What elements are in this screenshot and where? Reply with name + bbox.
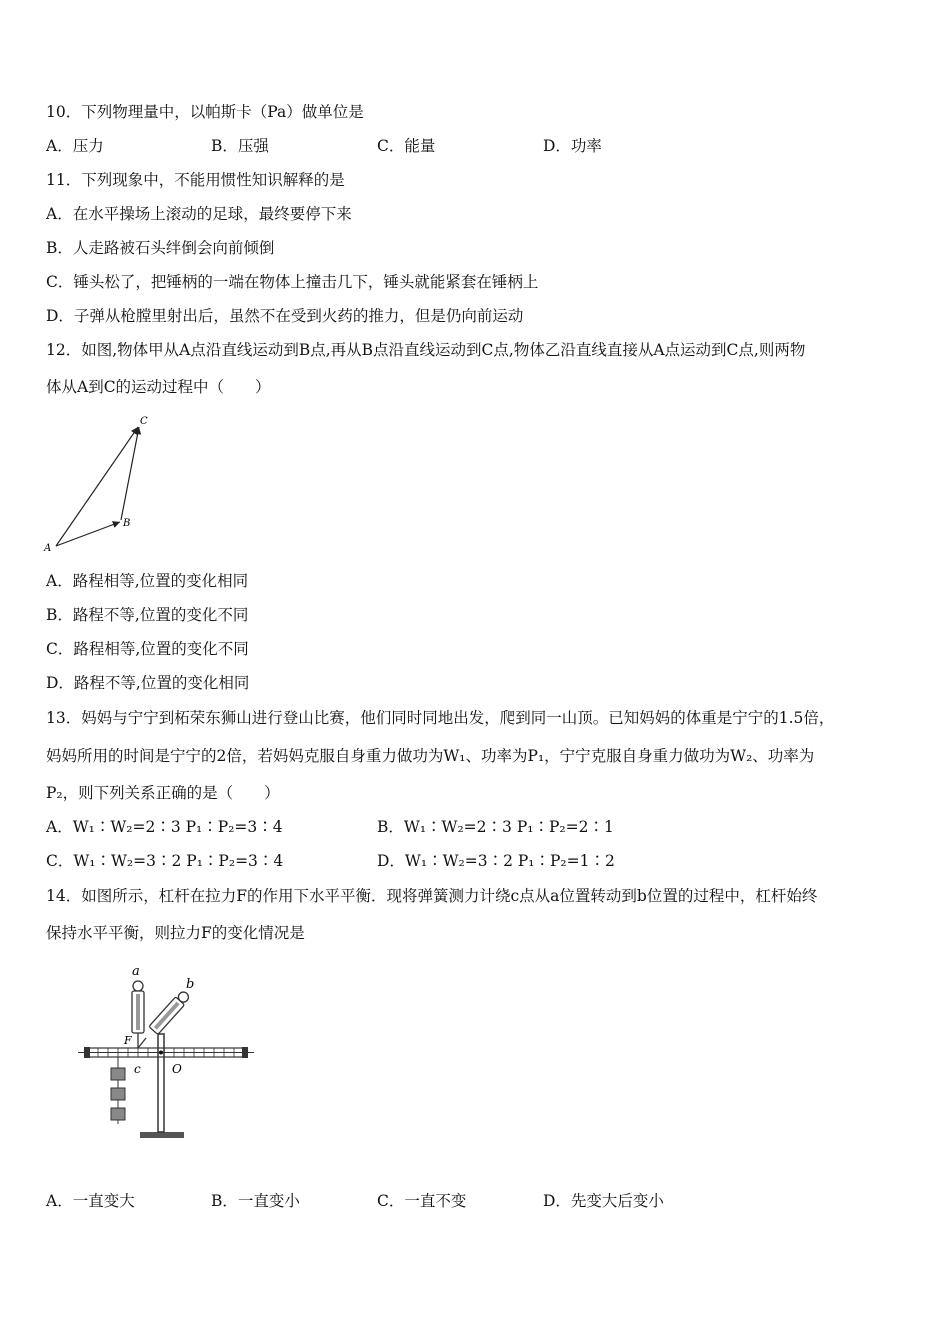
q14-option-d: D．先变大后变小 — [543, 1192, 664, 1210]
q14-stem-line2: 保持水平平衡，则拉力F的变化情况是 — [46, 924, 305, 942]
label-b: b — [186, 977, 195, 992]
q14-option-c: C．一直不变 — [377, 1192, 467, 1210]
hanging-weights — [111, 1057, 125, 1124]
q12-option-d: D．路程不等,位置的变化相同 — [46, 674, 250, 692]
spring-scale-b — [149, 989, 191, 1034]
lever-bar — [78, 1047, 254, 1058]
label-f: F — [124, 1034, 132, 1047]
q13-option-b: B．W₁∶W₂=2∶3 P₁∶P₂=2∶1 — [377, 818, 614, 836]
path-b-to-c — [121, 427, 139, 520]
q14-option-a: A．一直变大 — [46, 1192, 135, 1210]
q12-option-c: C．路程相等,位置的变化不同 — [46, 640, 249, 658]
q13-stem-line2: 妈妈所用的时间是宁宁的2倍，若妈妈克服自身重力做功为W₁、功率为P₁，宁宁克服自身重力做功为W₂、功率为 — [46, 747, 815, 765]
q12-option-b: B．路程不等,位置的变化不同 — [46, 606, 249, 624]
q12-stem-line1: 12．如图,物体甲从A点沿直线运动到B点,再从B点沿直线运动到C点,物体乙沿直线直接从A点运动到C点,则两物 — [46, 341, 806, 359]
q10-option-d: D．功率 — [543, 137, 602, 155]
q10-stem: 10．下列物理量中，以帕斯卡（Pa）做单位是 — [46, 103, 364, 121]
q11-option-d: D．子弹从枪膛里射出后，虽然不在受到火药的推力，但是仍向前运动 — [46, 307, 524, 325]
stand-base — [140, 1132, 184, 1138]
q12-stem-line2: 体从A到C的运动过程中（ ） — [46, 378, 271, 396]
q13-stem-line1: 13．妈妈与宁宁到柘荣东狮山进行登山比赛，他们同时同地出发，爬到同一山顶。已知妈妈的体重是宁宁的1.5倍， — [46, 709, 835, 727]
q11-option-a: A．在水平操场上滚动的足球，最终要停下来 — [46, 205, 352, 223]
q12-option-a: A．路程相等,位置的变化相同 — [46, 572, 249, 590]
point-a-label: A — [44, 543, 52, 554]
point-c-label: C — [140, 416, 148, 427]
point-b-label: B — [123, 518, 131, 529]
q10-option-b: B．压强 — [211, 137, 269, 155]
q10-option-c: C．能量 — [377, 137, 436, 155]
q13-stem-line3: P₂，则下列关系正确的是（ ） — [46, 784, 280, 802]
q14-option-b: B．一直变小 — [211, 1192, 300, 1210]
label-o: O — [172, 1062, 182, 1076]
path-a-to-b — [56, 522, 120, 546]
q14-lever-figure — [76, 960, 256, 1145]
spring-scale-a — [132, 981, 144, 1048]
q11-option-b: B．人走路被石头绊倒会向前倾倒 — [46, 239, 275, 257]
q11-option-c: C．锤头松了，把锤柄的一端在物体上撞击几下，锤头就能紧套在锤柄上 — [46, 273, 539, 291]
q14-stem-line1: 14．如图所示，杠杆在拉力F的作用下水平平衡．现将弹簧测力计绕c点从a位置转动到b位置的过程中，杠杆始终 — [46, 887, 818, 905]
q13-option-d: D．W₁∶W₂=3∶2 P₁∶P₂=1∶2 — [377, 852, 615, 870]
label-a: a — [132, 964, 140, 979]
q13-option-c: C．W₁∶W₂=3∶2 P₁∶P₂=3∶4 — [46, 852, 284, 870]
q11-stem: 11．下列现象中，不能用惯性知识解释的是 — [46, 171, 345, 189]
q13-option-a: A．W₁∶W₂=2∶3 P₁∶P₂=3∶4 — [46, 818, 283, 836]
stand-pole — [158, 1034, 164, 1132]
q10-option-a: A．压力 — [46, 137, 104, 155]
label-c: c — [134, 1062, 141, 1076]
q12-displacement-figure — [40, 410, 160, 560]
